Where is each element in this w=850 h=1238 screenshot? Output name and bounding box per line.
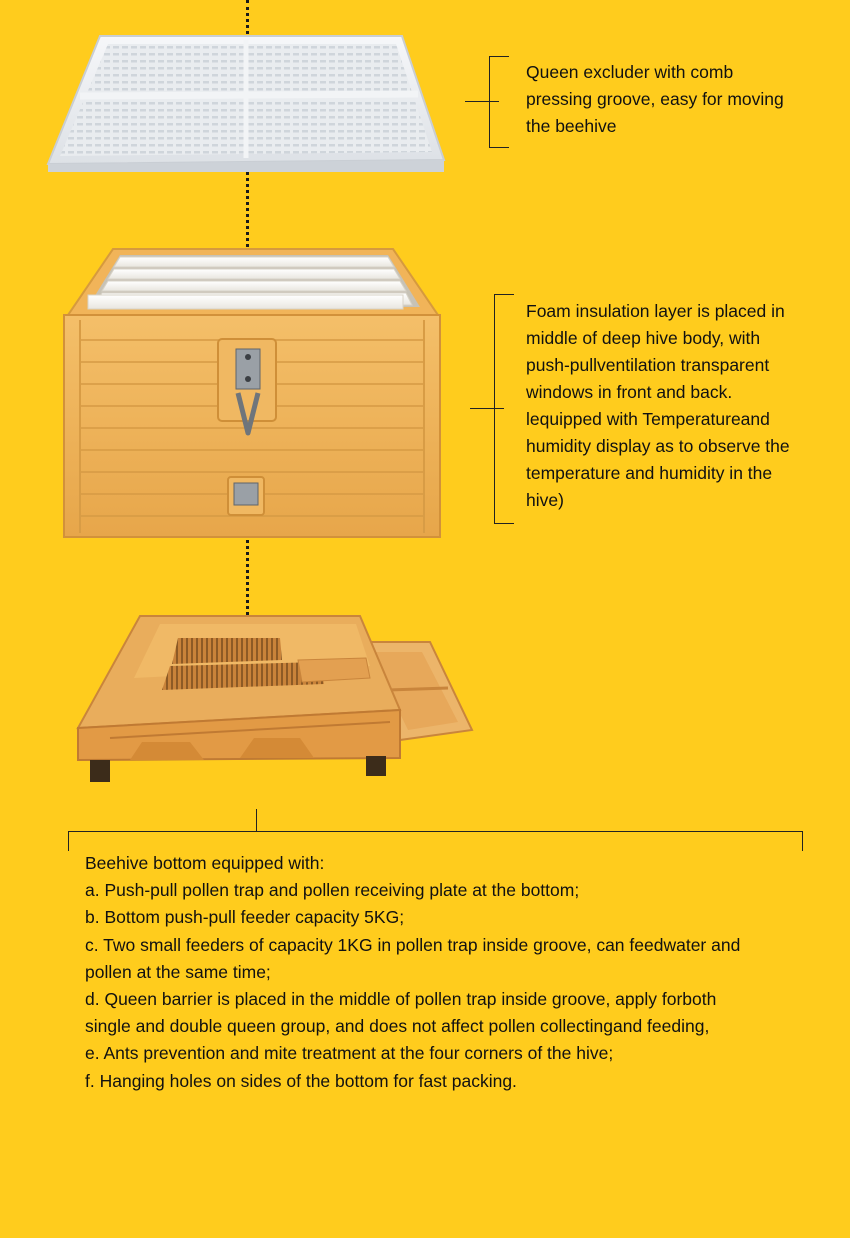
body-callout-line: windows in front and back. — [526, 382, 733, 402]
bottom-callout-item: pollen at the same time; — [85, 961, 271, 982]
body-callout-line: Foam insulation layer is placed in — [526, 301, 785, 321]
body-callout-line: hive) — [526, 490, 564, 510]
body-callout-bracket — [494, 294, 514, 524]
body-callout-line: push-pullventilation transparent — [526, 355, 770, 375]
excluder-callout — [526, 59, 826, 140]
bottom-callout-bracket — [68, 831, 803, 851]
body-callout-line: temperature and humidity in the — [526, 463, 773, 483]
bottom-callout-item: b. Bottom push-pull feeder capacity 5KG; — [85, 907, 405, 928]
bottom-callout — [85, 850, 825, 1095]
bottom-callout-heading: Beehive bottom equipped with: — [85, 853, 325, 873]
body-callout-line: humidity display as to observe the — [526, 436, 790, 456]
hive-bottom-image — [70, 610, 480, 785]
body-callout-line: middle of deep hive body, with — [526, 328, 761, 348]
bottom-callout-item: e. Ants prevention and mite treatment at the four corners of the hive; — [85, 1043, 614, 1064]
body-callout-line: lequipped with Temperatureand — [526, 409, 770, 429]
excluder-callout-line: the beehive — [526, 116, 617, 136]
queen-excluder-image — [40, 30, 450, 175]
hive-body-image — [58, 245, 448, 540]
excluder-callout-bracket — [489, 56, 509, 148]
bottom-callout-item: c. Two small feeders of capacity 1KG in pollen trap inside groove, can feedwater and — [85, 934, 741, 955]
body-callout — [526, 298, 836, 514]
bottom-callout-tick — [256, 809, 257, 831]
bottom-callout-item: f. Hanging holes on sides of the bottom for fast packing. — [85, 1070, 517, 1091]
excluder-callout-line: pressing groove, easy for moving — [526, 89, 784, 109]
bottom-callout-item: single and double queen group, and does not affect pollen collectingand feeding, — [85, 1016, 710, 1037]
dotted-connector-lower — [246, 535, 249, 620]
bottom-callout-item: a. Push-pull pollen trap and pollen receiving plate at the bottom; — [85, 880, 580, 901]
excluder-callout-line: Queen excluder with comb — [526, 62, 734, 82]
bottom-callout-item: d. Queen barrier is placed in the middle of pollen trap inside groove, apply forboth — [85, 989, 717, 1010]
